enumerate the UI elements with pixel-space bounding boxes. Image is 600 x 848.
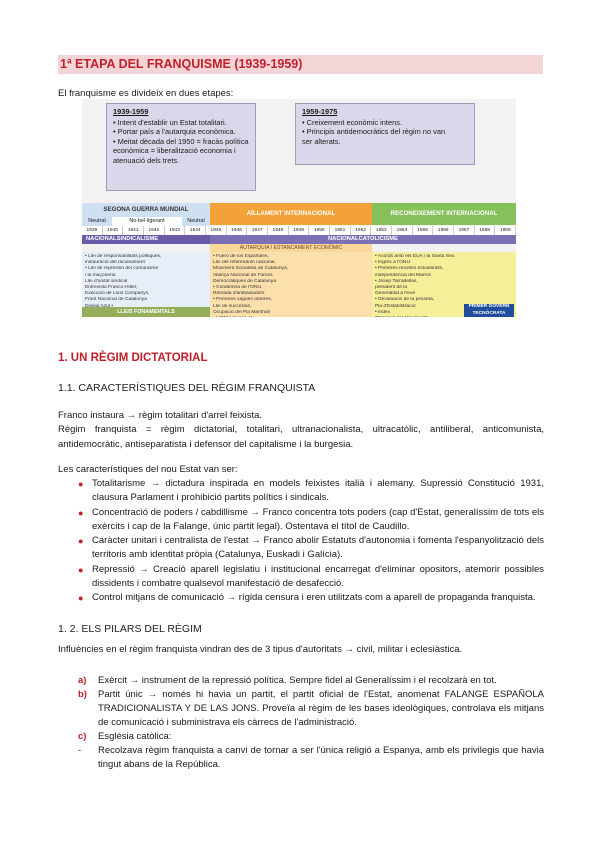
events-column-1 [82,252,210,307]
list-marker: a) [78,675,87,686]
event-item: Democràtiques de Catalunya [213,278,277,284]
stage-line: • Creixement econòmic intens. [302,117,402,127]
list-marker: c) [78,731,87,742]
stage-head: 1959-1975 [302,107,338,116]
paragraph: Influències en el règim franquista vindran des de 3 tipus d'autoritats → civil, militar i eclesiàstica. [58,644,463,655]
stage-line: atenuació dels trets. [113,155,180,165]
list-item [78,744,544,772]
event-item: Llei del referèndum nacional, [213,260,276,266]
stage-head: 1939-1959 [113,107,149,116]
event-item: Pla d'Estabilització [375,303,416,309]
list-item-text: Església catòlica: [98,731,172,742]
event-item: Aliança Nacional de Forces [213,272,273,278]
event-item: • Ingrés a l'ONU [375,260,410,266]
stage-line: ser alterats. [302,136,341,146]
list-item-text: Exèrcit → instrument de la repressió política. Sempre fidel al Generalíssim i el recolzarà en tot. [98,675,497,686]
band-nacionalsindicalisme: NACIONALSINDICALISME [82,235,210,244]
event-item: Entrevista Franco-Hitler, [85,285,138,291]
event-item: Llei d'unitat sindical [85,278,128,284]
stage-line: • Meitat dècada del 1950 = fracàs política [113,136,249,146]
year-tick: 1947 [247,226,268,235]
event-item: • Acords amb els EUA i la Santa Seu [375,254,455,259]
band-no-belligerant: No-bel·ligerant [112,217,182,226]
paragraph: Franco instaura → règim totalitari d'arrel feixista. [58,410,263,421]
list-item-text: Partit únic → només hi havia un partit, el partit oficial de l'Estat, anomenat FALANGE ESPAÑOLA TRADICIONALISTA Y DE LAS JONS. Proveïa al règim de les bases ideològiques, controlava els mitjans de comunicació i subministrava els càrrecs de l'administració. [98,689,544,728]
list-item-text: Recolzava règim franquista a canvi de tornar a ser l'única religió a Espanya, amb els privilegis que havia tingut abans de la República. [98,745,544,770]
event-item: • Llei de repressió del comunisme [85,266,159,272]
year-tick: 1955 [413,226,434,235]
stage-box-1959-1975 [295,103,475,165]
event-item: Ocupació del Pla Marshall [213,309,270,315]
year-tick: 1952 [351,226,372,235]
list-item [78,688,544,730]
event-item: Divisió Azul • [85,303,114,307]
bullet-icon: ● [78,593,84,603]
band-nacionalcatolicisme: NACIONALCATOLICISME [210,235,516,244]
event-item: i la maçoneria [85,272,116,278]
list-item-text: Repressió → Creació aparell legislatiu i institucional encarregat d'eliminar opositors, atemorir possibles dissidents i combatre qualsevol manifestació de desafecció. [92,563,544,589]
event-item: • Condemna de l'ONU, [213,285,263,291]
year-tick: 1954 [392,226,413,235]
section-heading: 1. UN RÈGIM DICTATORIAL [58,352,208,364]
event-item: independència del Marroc [375,272,432,278]
stage-line: • Intent d'establir un Estat totalitari. [113,117,227,127]
list-marker: - [78,745,82,756]
year-tick: 1939 [82,226,103,235]
list-item [78,591,544,605]
year-tick: 1943 [165,226,186,235]
list-item [78,563,544,591]
stage-line: • Principis antidemocràtics del règim no van [302,127,446,137]
band-primer-govern: PRIMER GOVERN TECNÒCRATA [464,304,514,317]
year-tick: 1958 [475,226,496,235]
event-item: • Índex [375,309,391,315]
band-lleis-fonamentals: LLEIS FONAMENTALS [82,307,210,317]
year-tick: 1942 [144,226,165,235]
year-tick: 1957 [454,226,475,235]
list-item-text: Concentració de poders / cabdillisme → Franco concentra tots poders (cap d'Estat, generalíssim de tots els exèrcits i cap de la Falange, únic partit legal). Ostentava el títol de Caudillo. [92,506,544,532]
event-item: Front Nacional de Catalunya [85,297,147,303]
event-item: • Primeres vagues obreres, [213,297,273,303]
stage-line: • Portar país a l'autarquia econòmica. [113,127,236,137]
list-item [78,730,544,744]
year-tick: 1949 [289,226,310,235]
event-item: Llei de successió, [213,303,252,309]
event-item: • Llei de responsabilitats polítiques, [85,254,162,259]
event-item: Execució de Lluís Companys, [85,291,150,297]
paragraph: Règim franquista = règim dictatorial, totalitari, ultranacionalista, ultracatòlic, antiliberal, anticomunista, antidemocràtic, antiseparatista i defensor del capitalisme i la burgesia. [58,424,544,450]
band-neutral: Neutral [82,217,112,226]
list-item-text: Totalitarisme → dictadura inspirada en models feixistes italià i alemany. Supressió Constitució 1931, clausura Parlament i prohibició partits polítics i sindicals. [92,478,544,503]
band-reconeixement: RECONEIXEMENT INTERNACIONAL [372,203,516,225]
stage-line: econòmica = liberalització economia i [113,146,236,156]
event-item: instauració del racionament [85,260,145,266]
event-item: • Devaluació de la pesseta, [375,297,435,303]
year-tick: 1951 [330,226,351,235]
year-tick: 1944 [185,226,206,235]
list-item [78,477,544,505]
page-title: 1ª ETAPA DEL FRANQUISME (1939-1959) [58,55,543,74]
intro-text: El franquisme es divideix en dues etapes: [58,88,234,99]
event-item: • Primeres revoltes estudiantils, [375,266,444,272]
band-segona-guerra: SEGONA GUERRA MUNDIAL [82,203,210,217]
year-tick: 1953 [371,226,392,235]
event-item: president de la [375,285,408,291]
stage-box-1939-1959 [106,103,256,191]
timeline-figure [82,99,516,317]
bullet-icon: ● [78,479,84,489]
event-item: Generalitat a l'exili [375,291,415,297]
subsection-heading: 1.1. CARACTERÍSTIQUES DEL RÈGIM FRANQUISTA [58,382,316,394]
bullet-icon: ● [78,564,84,575]
year-tick: 1959 [495,226,516,235]
year-tick: 1945 [206,226,227,235]
year-tick: 1956 [433,226,454,235]
year-tick: 1946 [227,226,248,235]
pillars-list [78,674,544,772]
characteristics-list [78,477,544,606]
subsection-heading: 1. 2. ELS PILARS DEL RÈGIM [58,623,202,635]
band-autarquia: AUTARQUIA I ESTANCAMENT ECONÒMIC [210,244,372,252]
list-item-text: Control mitjans de comunicació → rígida censura i eren utilitzats com a aparell de propaganda franquista. [92,592,536,603]
list-item-text: Caràcter unitari i centralista de l'estat → Franco abolir Estatuts d'autonomia i fomenta l'espanyolització dels territoris amb identitat pròpia (Catalunya, Euskadi i Galícia). [92,535,544,560]
year-tick: 1940 [103,226,124,235]
event-item: Retirada d'ambaixadors [213,291,265,297]
events-column-2 [210,252,372,317]
bullet-icon: ● [78,536,84,546]
list-item [78,506,544,534]
event-item: • Josep Tarradellas, [375,278,418,284]
year-tick: 1950 [309,226,330,235]
paragraph: Les característiques del nou Estat van ser: [58,464,238,475]
year-tick: 1941 [123,226,144,235]
year-axis [82,226,516,235]
band-neutral: Neutral [182,217,210,226]
list-item [78,674,544,688]
event-item: Moviment Socialista de Catalunya, [213,266,289,272]
event-item: • Fuero de los Españoles, [213,254,269,259]
list-marker: b) [78,689,87,700]
event-item [213,316,369,317]
bullet-icon: ● [78,507,84,518]
band-aillament: AÏLLAMENT INTERNACIONAL [210,203,372,225]
year-tick: 1948 [268,226,289,235]
list-item [78,534,544,562]
